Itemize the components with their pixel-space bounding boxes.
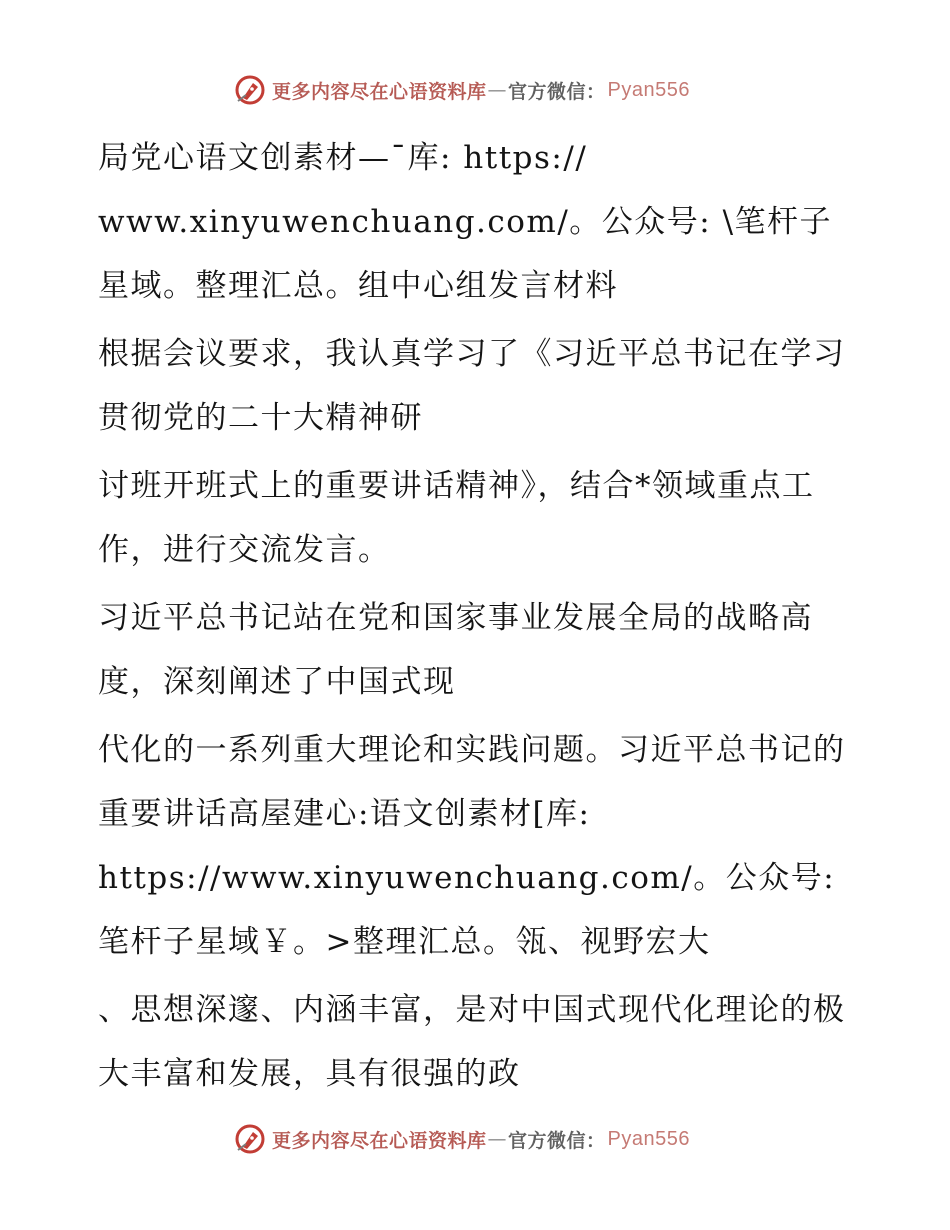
paragraph-5: 代化的一系列重大理论和实践问题。习近平总书记的重要讲话高屋建心:语文创素材[库: https://www.xinyuwenchuang.com/。公众号: 笔杆子星域￥。>整理汇总。瓴、视野宏大 <box>98 732 846 960</box>
paragraph-6: 、思想深邃、内涵丰富，是对中国式现代化理论的极大丰富和发展，具有很强的政 <box>98 992 846 1092</box>
banner-dash: — <box>487 79 508 101</box>
paragraph-4: 习近平总书记站在党和国家事业发展全局的战略高度，深刻阐述了中国式现 <box>98 600 813 700</box>
banner-wechat-id: Pyan556 <box>607 1127 690 1150</box>
banner-dash: — <box>487 1128 508 1150</box>
paragraph-2: 根据会议要求，我认真学习了《习近平总书记在学习贯彻党的二十大精神研 <box>98 336 846 436</box>
pen-nib-logo-icon <box>234 1123 266 1155</box>
banner-wechat-label: 官方微信： <box>508 80 606 103</box>
banner-wechat-id: Pyan556 <box>607 78 690 101</box>
paragraph-3: 讨班开班式上的重要讲话精神》，结合*领域重点工作，进行交流发言。 <box>98 468 815 568</box>
banner-wechat-label: 官方微信： <box>508 1129 606 1152</box>
pen-nib-logo-icon <box>234 74 266 106</box>
footer-watermark-banner <box>234 1122 690 1156</box>
banner-title: 更多内容尽在心语资料库 <box>272 80 487 103</box>
paragraph-1: 局党心语文创素材—¯库: https:// www.xinyuwenchuang.com/。公众号: \笔杆子星域。整理汇总。组中心组发言材料 <box>98 140 833 304</box>
banner-title: 更多内容尽在心语资料库 <box>272 1129 487 1152</box>
header-watermark-banner <box>234 73 690 107</box>
document-body <box>98 126 858 1110</box>
